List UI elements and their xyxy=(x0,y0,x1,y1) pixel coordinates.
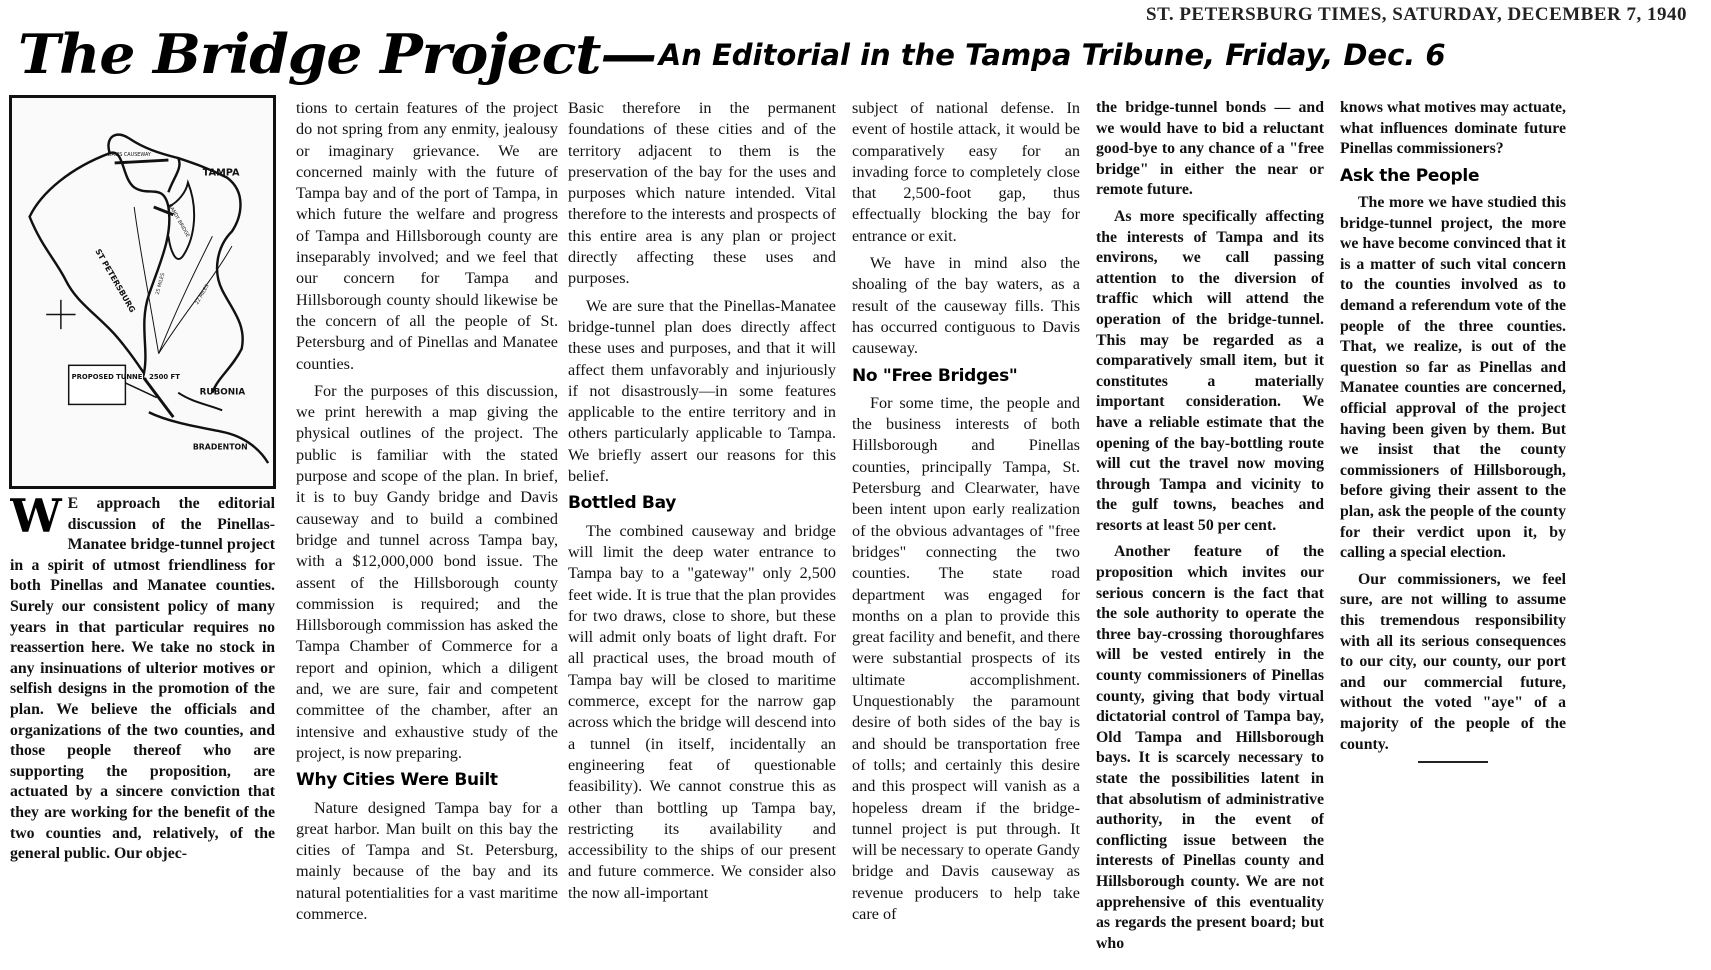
davis-causeway-line xyxy=(115,160,169,163)
tunnel-route xyxy=(144,378,173,417)
map-label-tunnel xyxy=(72,373,181,381)
paragraph: the bridge-tunnel bonds — and we would have to bid a reluctant good-bye to any chance of a "free bridge" in either the near or remote future. xyxy=(1096,99,1324,199)
column-1 xyxy=(10,494,275,966)
paragraph: knows what motives may actuate, what influences dominate future Pinellas commissioners? xyxy=(1340,99,1566,158)
map-label-rubonia: RUBONIA xyxy=(199,387,246,398)
map-drawing xyxy=(12,98,273,486)
subheading-bottled-bay: Bottled Bay xyxy=(568,493,677,514)
paragraph: Another feature of the proposition which invites our serious concern is the fact that the sole authority to operate the three bay-crossing thoroughfares will be vested entirely in the county commissioners of Pinellas county, giving that body virtual dictatorial control of Tampa bay, Old Tampa and Hillsborough bays. It is scarcely necessary to state the possibilities latent in that absolutism of administrative authority, in the event of conflicting issue between the interests of Pinellas county and Hillsborough county. We are not apprehensive of this eventuality as regards the present board; but who xyxy=(1096,543,1324,952)
masthead: ST. PETERSBURG TIMES, SATURDAY, DECEMBER 7, 1940 xyxy=(1146,4,1687,25)
map-label-gandy: GANDY BRIDGE xyxy=(166,203,191,239)
paragraph-text: E approach the editorial discussion of the Pinellas-Manatee bridge-tunnel project in a spirit of utmost friendliness for both Pinellas and Manatee counties. Surely our consistent policy of many years in that particular requires no reassertion here. We take no stock in any insinuations of ulterior motives or selfish designs in the promotion of the plan. We believe the officials and organizations of the two counties, and those people thereof who are supporting the proposition, are actuated by a sincere conviction that they are working for the benefit of the two counties and, relatively, of the general public. Our objec- xyxy=(10,495,275,863)
column-6 xyxy=(1340,98,1566,966)
paragraph: We have in mind also the shoaling of the bay waters, as a result of the causeway fills. This has occurred contiguous to Davis causeway. xyxy=(852,254,1080,358)
paragraph: tions to certain features of the project do not spring from any enmity, jealousy or imaginary grievance. We are concerned mainly with the future of Tampa bay and of the port of Tampa, in which future the welfare and progress of Tampa and Hillsborough county are inseparably involved; and we feel that our concern for Tampa and Hillsborough county should likewise be the concern of all the people of St. Petersburg and of Pinellas and Manatee counties. xyxy=(296,99,558,373)
paragraph: subject of national defense. In event of hostile attack, it would be comparatively easy for an invading force to completely close that 2,500-foot gap, thus effectually blocking the bay for entrance or exit. xyxy=(852,99,1080,245)
map-label-davis: DAVIS CAUSEWAY xyxy=(107,152,151,159)
headline xyxy=(18,22,1688,86)
sub-title: An Editorial in the Tampa Tribune, Friday, Dec. 6 xyxy=(658,38,1446,72)
main-title: The Bridge Project— xyxy=(18,22,657,86)
drop-cap: W xyxy=(10,494,62,543)
column-2 xyxy=(296,98,558,966)
tunnel-label-box xyxy=(69,365,126,404)
map-label-tunnel-text: PROPOSED TUNNEL 2500 FT xyxy=(71,373,180,381)
subheading-why-cities: Why Cities Were Built xyxy=(296,770,498,791)
paragraph: Our commissioners, we feel sure, are not willing to assume this tremendous responsibility with all its serious consequences to our city, our county, our port and our commercial future, without the voted "aye" of a majority of the people of the county. xyxy=(1340,570,1566,753)
column-4 xyxy=(852,98,1080,966)
map-label-bradenton: BRADENTON xyxy=(192,442,248,452)
map-label-miles-a: 25 MILES xyxy=(154,272,167,296)
paragraph: The combined causeway and bridge will limit the deep water entrance to Tampa bay to a "gateway" only 2,500 feet wide. It is true that the plan provides for two draws, close to shore, but these will admit only boats of light draft. For all practical uses, the broad mouth of Tampa bay will be closed to maritime commerce, except for the narrow gap across which the bridge will descend into a tunnel (in itself, incidentally an engineering feat of questionable feasibility). We cannot construe this as other than bottling up Tampa bay, restricting its availability and accessibility to the ships of our present and future commerce. We consider also the now all-important xyxy=(568,521,836,902)
paragraph: We are sure that the Pinellas-Manatee bridge-tunnel plan does directly affect these uses and purposes, and that it will affect them unfavorably and injuriously if not disastrously—in some features applicable to the entire territory and in others particularly applicable to Tampa. We briefly assert our reasons for this belief. xyxy=(568,296,836,486)
column-5 xyxy=(1096,98,1324,966)
subheading-no-free-bridges: No "Free Bridges" xyxy=(852,365,1018,386)
column-3 xyxy=(568,98,836,966)
end-rule xyxy=(1418,761,1488,763)
paragraph xyxy=(10,494,275,865)
map-label-miles-b: 22 MILES xyxy=(194,283,211,306)
subheading-ask-the-people: Ask the People xyxy=(1340,165,1480,186)
paragraph: As more specifically affecting the interests of Tampa and its environs, we call passing attention to the diversion of traffic which will attend the operation of the bridge-tunnel. This may be regarded as a comparatively small item, but it constitutes a materially important consideration. We have a reliable estimate that the opening of the bay-bottling route will cut the travel now moving through Tampa and vicinity to the gulf towns, beaches and resorts at least 50 per cent. xyxy=(1096,207,1324,534)
paragraph: For some time, the people and the business interests of both Hillsborough and Pinellas counties, principally Tampa, St. Petersburg and Clearwater, have been intent upon early realization of the obvious advantages of "free bridges" connecting the two counties. The state road department was engaged for months on a plan to provide this great facility and benefit, and there were substantial prospects of its ultimate accomplishment. Unquestionably the paramount desire of both sides of the bay is and should be transportation free of tolls; and certainly this desire and this prospect will vanish as a hopeless dream if the bridge-tunnel project is put through. It will be necessary to operate Gandy bridge and Davis causeway as revenue producers to help take care of xyxy=(852,393,1080,923)
hillsborough-shore xyxy=(178,158,243,393)
pinellas-peninsula xyxy=(30,153,170,373)
paragraph: Basic therefore in the permanent foundations of these cities and of the territory adjacent to them is the preservation of the bay for the uses and purposes which nature intended. Vital therefore to the interests and prospects of this entire area is any plan or project directly affecting these uses and purposes. xyxy=(568,99,836,288)
paragraph: Nature designed Tampa bay for a great harbor. Man built on this bay the cities of Tampa and St. Petersburg, mainly because of the bay and its natural potentialities for a vast maritime commerce. xyxy=(296,798,558,923)
project-map xyxy=(9,95,276,489)
map-label-stpete: ST PETERSBURG xyxy=(93,247,138,315)
paragraph: For the purposes of this discussion, we print herewith a map giving the physical outlines of the project. The public is familiar with the stated purpose and scope of the plan. In brief, it is to buy Gandy bridge and Davis causeway and to build a combined bridge and tunnel across Tampa bay, with a $12,000,000 bond issue. The assent of the Hillsborough county commission is required; and the Hillsborough commission has asked the Tampa Chamber of Commerce for a report and opinion, which a diligent and, we are sure, fair and competent committee of the chamber, after an intensive and exhaustive study of the project, is now preparing. xyxy=(296,381,558,762)
map-label-tampa: TAMPA xyxy=(202,167,240,179)
manatee-shore xyxy=(149,412,268,463)
paragraph: The more we have studied this bridge-tunnel project, the more we have become convinced that it is a matter of such vital concern to the counties involved as to demand a referendum vote of the people of the three counties. That, we realize, is out of the question so far as Pinellas and Manatee counties are concerned, official approval of the project having been given by them. But we insist that the county commissioners of Hillsborough, before giving their assent to the plan, ask the people of the county for their verdict upon it, by calling a special election. xyxy=(1340,194,1566,562)
